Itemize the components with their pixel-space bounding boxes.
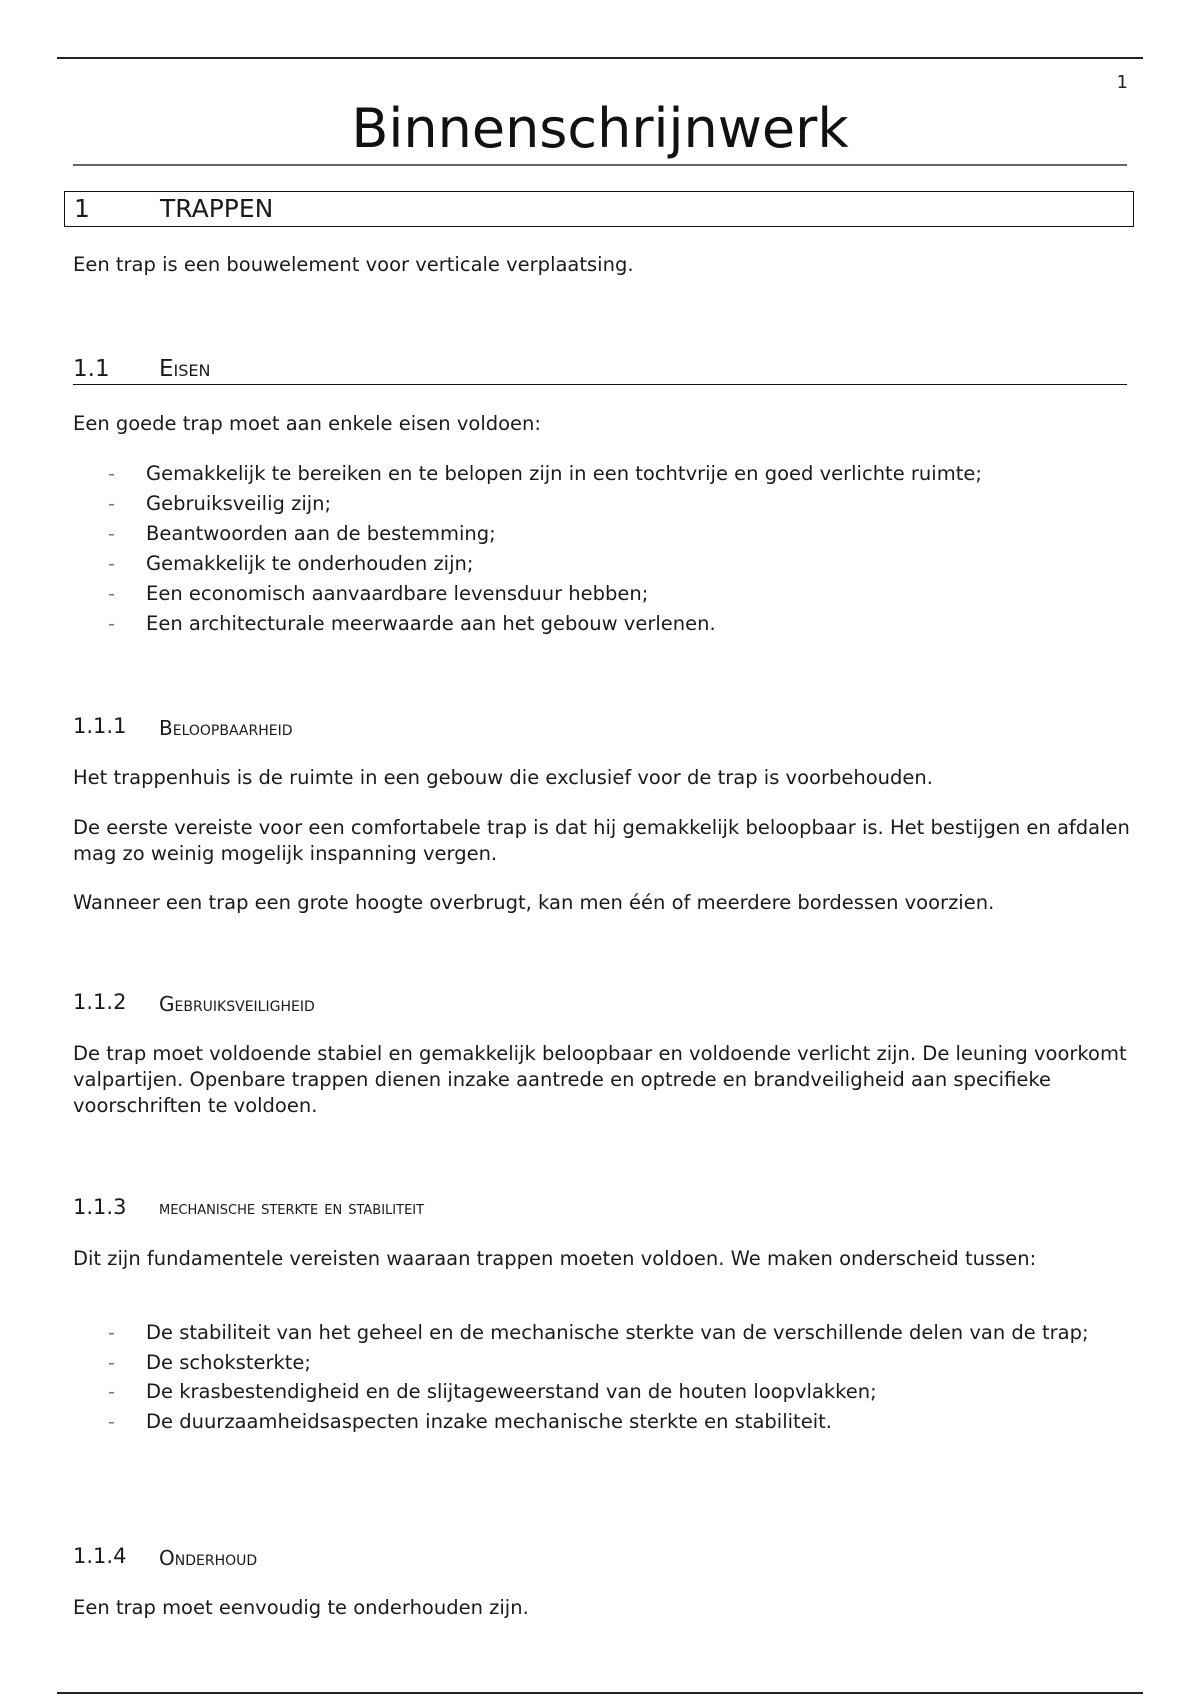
dash-bullet: -: [108, 612, 116, 635]
document-title: Binnenschrijnwerk: [351, 97, 849, 160]
dash-bullet: -: [108, 552, 116, 575]
requirements-list: [73, 1318, 1133, 1436]
dash-bullet: -: [108, 462, 116, 485]
subsection-title: Onderhoud: [159, 1546, 258, 1570]
dash-bullet: -: [108, 1321, 116, 1344]
chapter-number: 1: [74, 194, 90, 223]
section-number: 1.1: [73, 356, 110, 382]
paragraph: Het trappenhuis is de ruimte in een gebouw die exclusief voor de trap is voorbehouden.: [73, 766, 933, 789]
subsection-title: Gebruiksveiligheid: [159, 992, 315, 1016]
paragraph: De trap moet voldoende stabiel en gemakkelijk beloopbaar en voldoende verlicht zijn. De leuning voorkomt valpartijen. Openbare trappen dienen inzake aantrede en optrede en brandveiligheid aan specifieke voorschriften te voldoen.: [73, 1042, 1127, 1117]
paragraph: Een trap moet eenvoudig te onderhouden zijn.: [73, 1596, 529, 1619]
section-intro: Een goede trap moet aan enkele eisen voldoen:: [73, 412, 541, 435]
page-number: 1: [1116, 72, 1128, 93]
list-item: - Gemakkelijk te bereiken en te belopen zijn in een tochtvrije en goed verlichte ruimte;: [73, 459, 1133, 489]
list-item: - Een economisch aanvaardbare levensduur hebben;: [73, 579, 1133, 609]
requirements-list: [73, 459, 1133, 639]
subsection-number: 1.1.4: [73, 1544, 127, 1568]
dash-bullet: -: [108, 1380, 116, 1403]
paragraph: De eerste vereiste voor een comfortabele trap is dat hij gemakkelijk beloopbaar is. Het bestijgen en afdalen mag zo weinig mogelijk inspanning vergen.: [73, 816, 1130, 865]
page-top-rule: [57, 57, 1143, 59]
section-heading-1-1: [73, 354, 1127, 385]
paragraph: Wanneer een trap een grote hoogte overbrugt, kan men één of meerdere bordessen voorzien.: [73, 891, 995, 914]
list-item: - Een architecturale meerwaarde aan het gebouw verlenen.: [73, 609, 1133, 639]
list-item: - De schoksterkte;: [73, 1348, 1133, 1378]
subsection-title: Beloopbaarheid: [159, 716, 293, 740]
dash-bullet: -: [108, 492, 116, 515]
chapter-heading: [64, 191, 1134, 227]
list-item: - Gebruiksveilig zijn;: [73, 489, 1133, 519]
paragraph: Dit zijn fundamentele vereisten waaraan trappen moeten voldoen. We maken onderscheid tussen:: [73, 1247, 1037, 1270]
subsection-number: 1.1.1: [73, 714, 127, 738]
list-item: - Beantwoorden aan de bestemming;: [73, 519, 1133, 549]
dash-bullet: -: [108, 1350, 116, 1374]
list-item: - Gemakkelijk te onderhouden zijn;: [73, 549, 1133, 579]
subsection-number: 1.1.2: [73, 990, 127, 1014]
chapter-intro: Een trap is een bouwelement voor verticale verplaatsing.: [73, 253, 634, 276]
chapter-title: TRAPPEN: [160, 194, 274, 223]
list-item: - De duurzaamheidsaspecten inzake mechanische sterkte en stabiliteit.: [73, 1407, 1133, 1437]
dash-bullet: -: [108, 522, 116, 545]
section-title: Eisen: [159, 356, 211, 382]
list-item: - De stabiliteit van het geheel en de mechanische sterkte van de verschillende delen van de trap;: [73, 1318, 1133, 1348]
title-underline: [73, 164, 1127, 166]
subsection-number: 1.1.3: [73, 1195, 127, 1219]
list-item: - De krasbestendigheid en de slijtageweerstand van de houten loopvlakken;: [73, 1377, 1133, 1407]
page-bottom-rule: [57, 1692, 1143, 1694]
dash-bullet: -: [108, 582, 116, 605]
subsection-title: mechanische sterkte en stabiliteit: [159, 1197, 425, 1219]
dash-bullet: -: [108, 1409, 116, 1433]
